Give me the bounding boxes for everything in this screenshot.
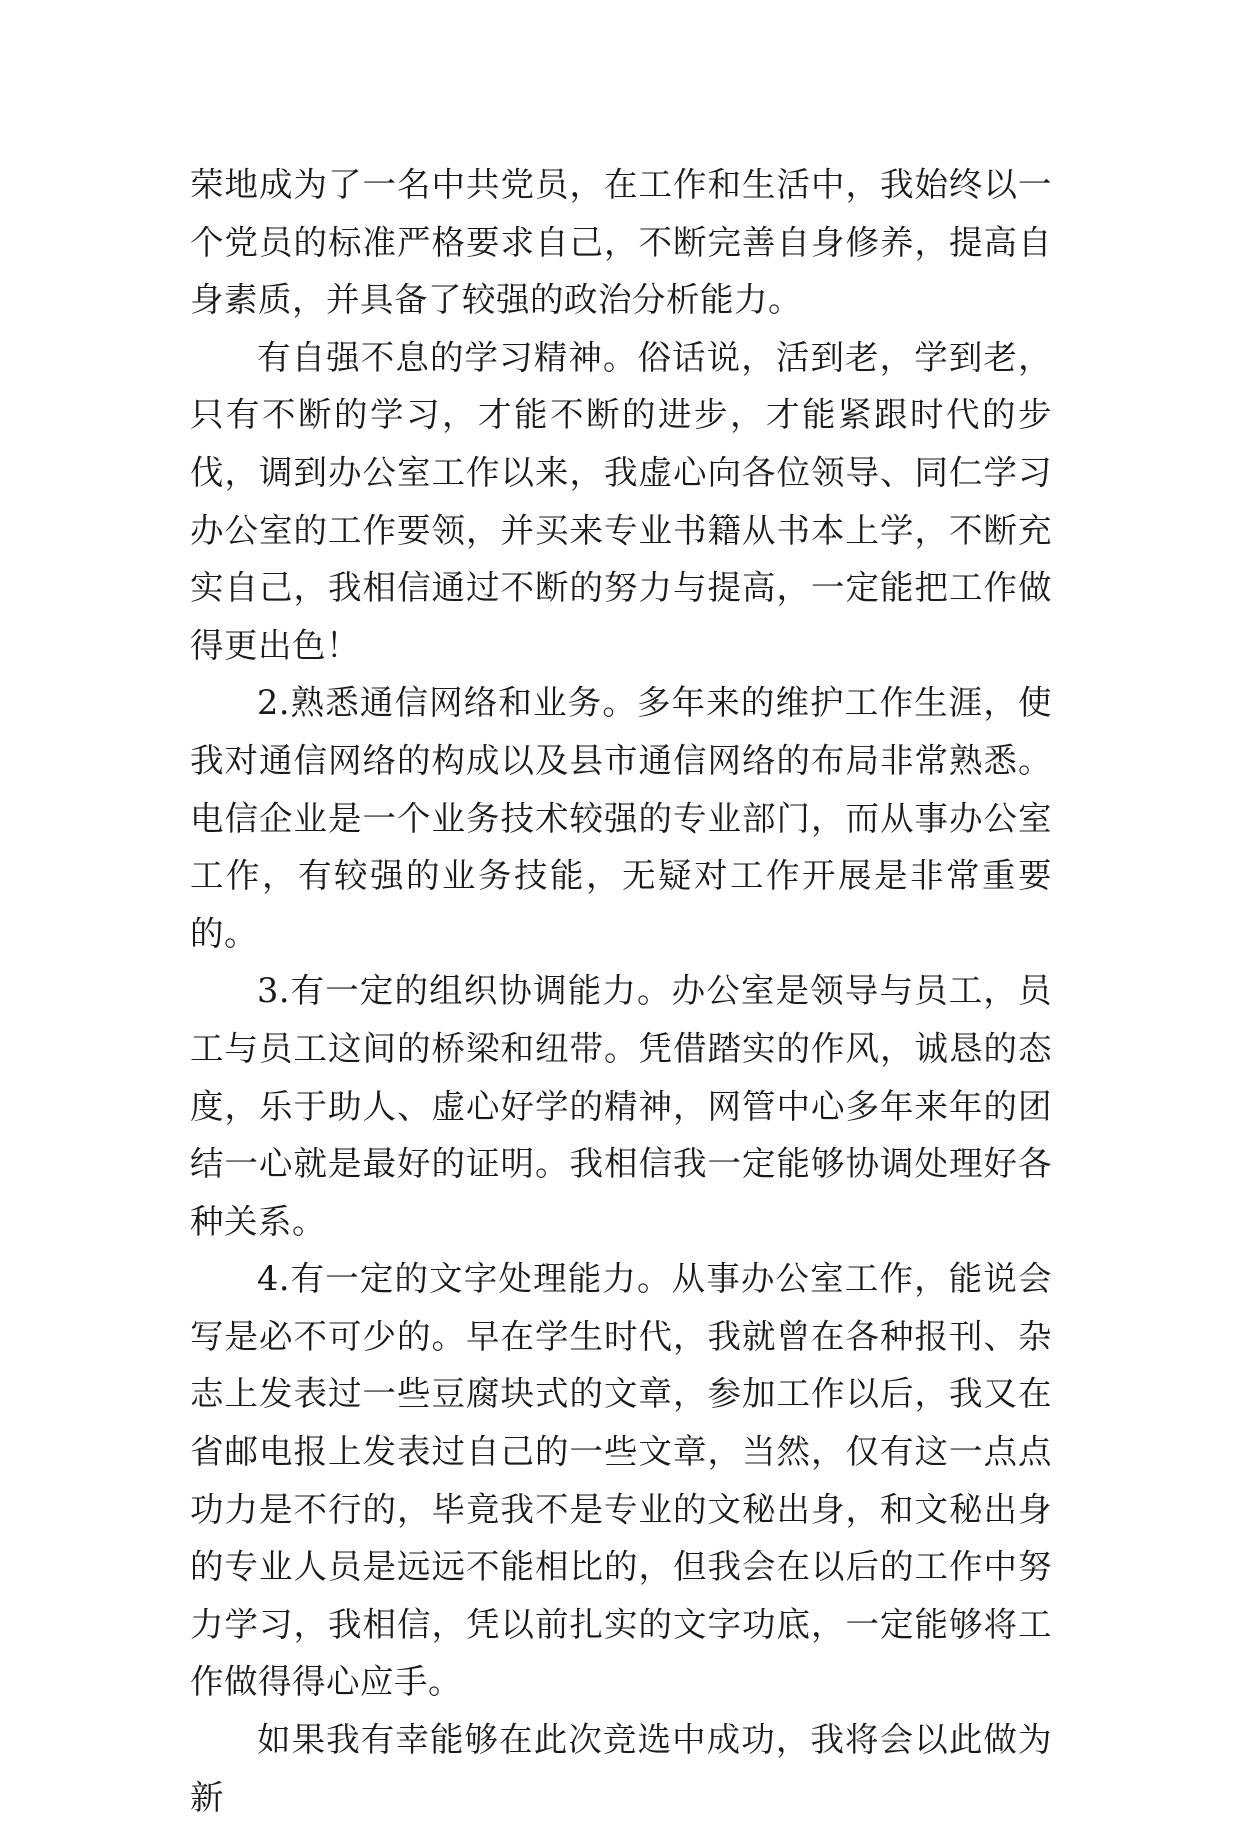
paragraph-if-successful: 如果我有幸能够在此次竞选中成功，我将会以此做为新: [190, 1720, 1052, 1817]
paragraph-network-familiarity: 2.熟悉通信网络和业务。多年来的维护工作生涯，使我对通信网络的构成以及县市通信网络的布局非常熟悉。电信企业是一个业务技术较强的专业部门，而从事办公室工作，有较强的业务技能，无疑对工作开展是非常重要的。: [190, 683, 1052, 953]
document-body: [190, 156, 1052, 1826]
paragraph-writing-ability: 4.有一定的文字处理能力。从事办公室工作，能说会写是必不可少的。早在学生时代，我就曾在各种报刊、杂志上发表过一些豆腐块式的文章，参加工作以后，我又在省邮电报上发表过自己的一些文章，当然，仅有这一点点功力是不行的，毕竟我不是专业的文秘出身，和文秘出身的专业人员是远远不能相比的，但我会在以后的工作中努力学习，我相信，凭以前扎实的文字功底，一定能够将工作做得得心应手。: [190, 1259, 1052, 1702]
paragraph-coordination-ability: 3.有一定的组织协调能力。办公室是领导与员工，员工与员工这间的桥梁和纽带。凭借踏实的作风，诚恳的态度，乐于助人、虚心好学的精神，网管中心多年来年的团结一心就是最好的证明。我相信我一定能够协调处理好各种关系。: [190, 971, 1052, 1241]
paragraph-party-member: 荣地成为了一名中共党员，在工作和生活中，我始终以一个党员的标准严格要求自己，不断完善自身修养，提高自身素质，并具备了较强的政治分析能力。: [190, 165, 1052, 320]
paragraph-learning-spirit: 有自强不息的学习精神。俗话说，活到老，学到老，只有不断的学习，才能不断的进步，才能紧跟时代的步伐，调到办公室工作以来，我虚心向各位领导、同仁学习办公室的工作要领，并买来专业书籍从书本上学，不断充实自己，我相信通过不断的努力与提高，一定能把工作做得更出色！: [190, 337, 1052, 665]
